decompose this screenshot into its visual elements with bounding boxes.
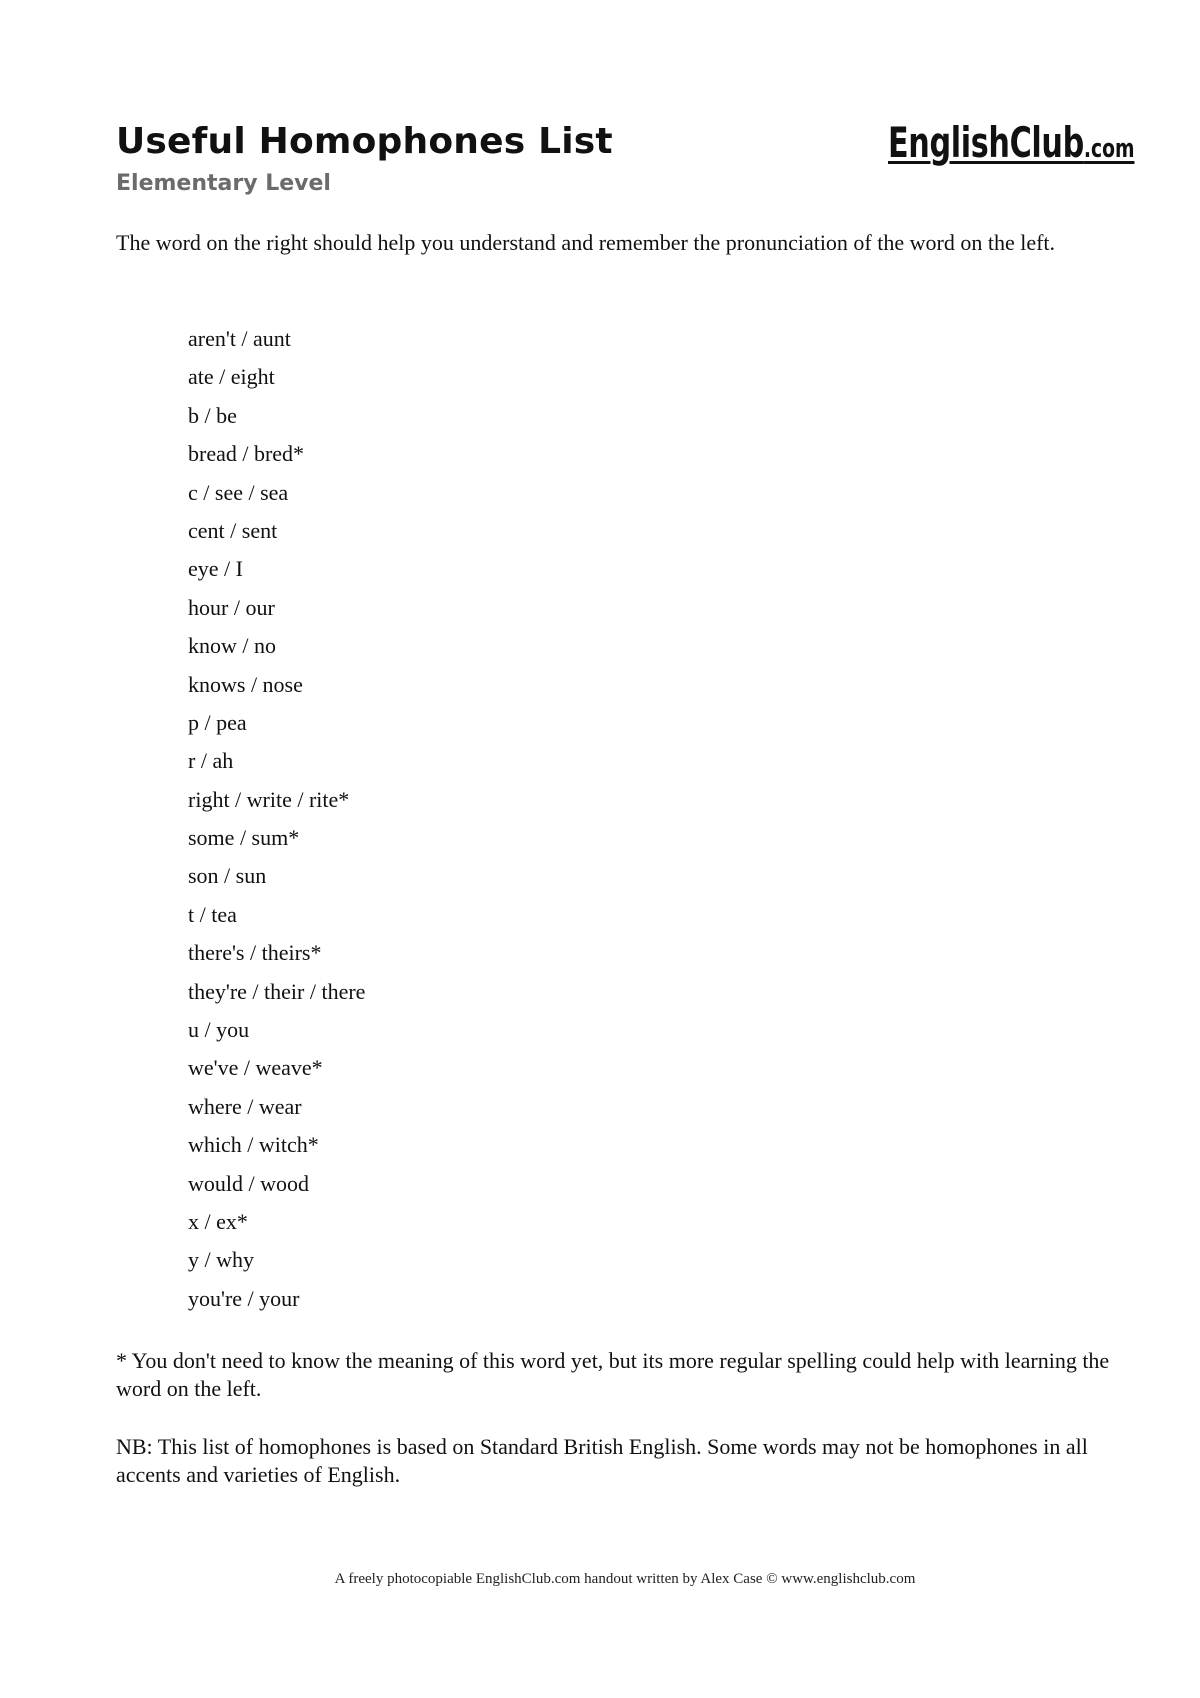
homophone-item: where / wear: [188, 1093, 302, 1119]
homophone-item: b / be: [188, 402, 237, 428]
homophone-item: cent / sent: [188, 517, 278, 543]
homophone-item: p / pea: [188, 709, 247, 735]
homophone-item: there's / theirs*: [188, 940, 322, 966]
homophone-list: [188, 325, 365, 1323]
logo-tld-text: .com: [1083, 134, 1135, 164]
homophone-item: u / you: [188, 1017, 250, 1043]
homophone-item: y / why: [188, 1247, 254, 1273]
nb-note: NB: This list of homophones is based on Standard British English. Some words may not be homophones in all accents and varieties of English.: [116, 1434, 1088, 1487]
homophone-item: hour / our: [188, 594, 275, 620]
page-title: Useful Homophones List: [116, 121, 613, 162]
homophone-item: you're / your: [188, 1285, 300, 1311]
homophone-item: son / sun: [188, 863, 267, 889]
logo-main-text: EnglishClub: [888, 118, 1084, 167]
homophone-item: they're / their / there: [188, 978, 366, 1004]
homophone-item: t / tea: [188, 901, 237, 927]
englishclub-logo: [888, 118, 1134, 167]
homophone-item: we've / weave*: [188, 1055, 323, 1081]
homophone-item: would / wood: [188, 1170, 309, 1196]
homophone-item: aren't / aunt: [188, 326, 291, 351]
homophone-item: knows / nose: [188, 671, 303, 697]
homophone-item: c / see / sea: [188, 479, 289, 505]
footer-credit: A freely photocopiable EnglishClub.com handout written by Alex Case © www.englishclub.com: [334, 1571, 916, 1587]
homophone-item: which / witch*: [188, 1132, 319, 1158]
asterisk-footnote: * You don't need to know the meaning of this word yet, but its more regular spelling could help with learning the word on the left.: [116, 1348, 1110, 1401]
intro-paragraph: The word on the right should help you understand and remember the pronunciation of the word on the left.: [116, 230, 1056, 255]
homophone-item: some / sum*: [188, 825, 300, 851]
homophone-item: ate / eight: [188, 364, 275, 390]
homophone-item: x / ex*: [188, 1208, 248, 1234]
homophone-item: right / write / rite*: [188, 786, 350, 812]
homophone-item: eye / I: [188, 556, 243, 582]
homophone-item: bread / bred*: [188, 441, 305, 467]
homophone-item: r / ah: [188, 748, 234, 774]
homophone-item: know / no: [188, 633, 276, 659]
page-subtitle: Elementary Level: [116, 171, 331, 196]
